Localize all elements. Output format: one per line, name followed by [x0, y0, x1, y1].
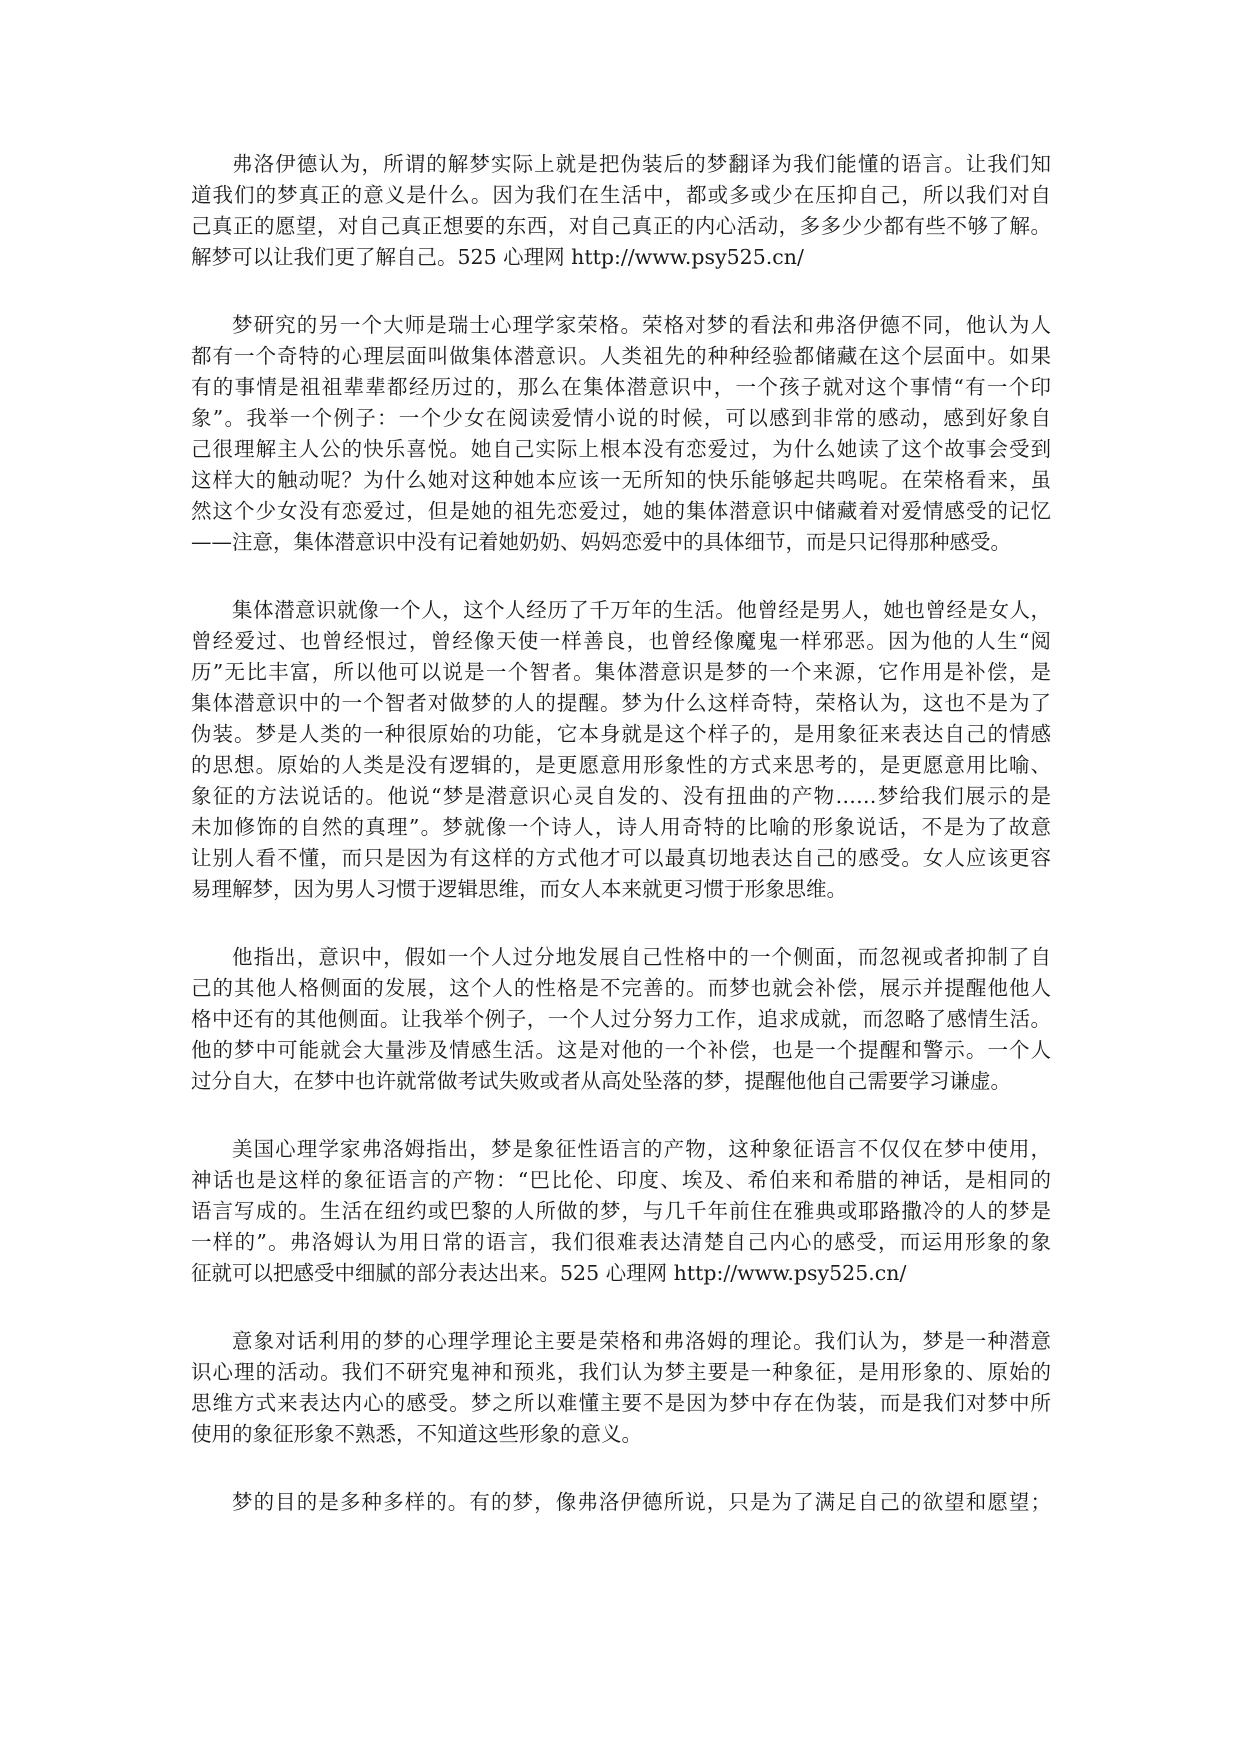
- text-line: 意象对话利用的梦的心理学理论主要是荣格和弗洛姆的理论。我们认为，梦是一种潜意: [232, 1329, 1051, 1353]
- text-line: 梦的目的是多种多样的。有的梦，像弗洛伊德所说，只是为了满足自己的欲望和愿望；: [232, 1490, 1051, 1514]
- text-line: 易理解梦，因为男人习惯于逻辑思维，而女人本来就更习惯于形象思维。: [191, 877, 847, 901]
- text-line: 曾经爱过、也曾经恨过，曾经像天使一样善良，也曾经像魔鬼一样邪恶。因为他的人生“阅: [191, 629, 1051, 653]
- text-line: 语言写成的。生活在纽约或巴黎的人所做的梦，与几千年前住在雅典或耶路撒冷的人的梦是: [191, 1199, 1051, 1223]
- paragraph-7: [191, 1487, 1051, 1518]
- paragraph-1: [191, 149, 1051, 273]
- text-line: 历”无比丰富，所以他可以说是一个智者。集体潜意识是梦的一个来源，它作用是补偿，是: [191, 660, 1051, 684]
- text-line: 弗洛伊德认为，所谓的解梦实际上就是把伪装后的梦翻译为我们能懂的语言。让我们知: [232, 152, 1051, 176]
- text-line: ——注意，集体潜意识中没有记着她奶奶、妈妈恋爱中的具体细节，而是只记得那种感受。: [191, 530, 1011, 554]
- document-page: [191, 149, 1051, 1555]
- text-line: 的思想。原始的人类是没有逻辑的，是更愿意用形象性的方式来思考的，是更愿意用比喻、: [191, 753, 1051, 777]
- text-line: 他的梦中可能就会大量涉及情感生活。这是对他的一个补偿，也是一个提醒和警示。一个人: [191, 1038, 1051, 1062]
- text-line: 这样大的触动呢？为什么她对这种她本应该一无所知的快乐能够起共鸣呢。在荣格看来，虽: [191, 468, 1051, 492]
- paragraph-4: [191, 942, 1051, 1097]
- text-line: 未加修饰的自然的真理”。梦就像一个诗人，诗人用奇特的比喻的形象说话，不是为了故意: [191, 815, 1051, 839]
- text-line: 己很理解主人公的快乐喜悦。她自己实际上根本没有恋爱过，为什么她读了这个故事会受到: [191, 437, 1051, 461]
- text-line: 己的其他人格侧面的发展，这个人的性格是不完善的。而梦也就会补偿，展示并提醒他他人: [191, 976, 1051, 1000]
- text-line: 征就可以把感受中细腻的部分表达出来。525 心理网 http://www.psy525.cn/: [191, 1261, 907, 1285]
- text-line: 有的事情是祖祖辈辈都经历过的，那么在集体潜意识中，一个孩子就对这个事情“有一个印: [191, 375, 1051, 399]
- text-line: 神话也是这样的象征语言的产物：“巴比伦、印度、埃及、希伯来和希腊的神话，是相同的: [191, 1168, 1051, 1192]
- text-line: 一样的”。弗洛姆认为用日常的语言，我们很难表达清楚自己内心的感受，而运用形象的象: [191, 1230, 1051, 1254]
- text-line: 格中还有的其他侧面。让我举个例子，一个人过分努力工作，追求成就，而忽略了感情生活。: [191, 1007, 1051, 1031]
- paragraph-3: [191, 595, 1051, 905]
- text-line: 梦研究的另一个大师是瑞士心理学家荣格。荣格对梦的看法和弗洛伊德不同，他认为人: [232, 313, 1051, 337]
- text-line: 道我们的梦真正的意义是什么。因为我们在生活中，都或多或少在压抑自己，所以我们对自: [191, 183, 1051, 207]
- text-line: 伪装。梦是人类的一种很原始的功能，它本身就是这个样子的，是用象征来表达自己的情感: [191, 722, 1051, 746]
- text-line: 使用的象征形象不熟悉，不知道这些形象的意义。: [191, 1422, 642, 1446]
- paragraph-2: [191, 310, 1051, 558]
- text-line: 集体潜意识就像一个人，这个人经历了千万年的生活。他曾经是男人，她也曾经是女人，: [232, 598, 1051, 622]
- text-line: 集体潜意识中的一个智者对做梦的人的提醒。梦为什么这样奇特，荣格认为，这也不是为了: [191, 691, 1051, 715]
- text-line: 然这个少女没有恋爱过，但是她的祖先恋爱过，她的集体潜意识中储藏着对爱情感受的记忆: [191, 499, 1051, 523]
- text-line: 让别人看不懂，而只是因为有这样的方式他才可以最真切地表达自己的感受。女人应该更容: [191, 846, 1051, 870]
- text-line: 过分自大，在梦中也许就常做考试失败或者从高处坠落的梦，提醒他他自己需要学习谦虚。: [191, 1069, 1011, 1093]
- paragraph-6: [191, 1326, 1051, 1450]
- text-line: 象征的方法说话的。他说“梦是潜意识心灵自发的、没有扭曲的产物……梦给我们展示的是: [191, 784, 1051, 808]
- text-line: 他指出，意识中，假如一个人过分地发展自己性格中的一个侧面，而忽视或者抑制了自: [232, 945, 1051, 969]
- text-line: 识心理的活动。我们不研究鬼神和预兆，我们认为梦主要是一种象征，是用形象的、原始的: [191, 1360, 1051, 1384]
- paragraph-5: [191, 1134, 1051, 1289]
- text-line: 象”。我举一个例子：一个少女在阅读爱情小说的时候，可以感到非常的感动，感到好象自: [191, 406, 1051, 430]
- text-line: 己真正的愿望，对自己真正想要的东西，对自己真正的内心活动，多多少少都有些不够了解。: [191, 214, 1051, 238]
- text-line: 解梦可以让我们更了解自己。525 心理网 http://www.psy525.cn/: [191, 245, 804, 269]
- text-line: 美国心理学家弗洛姆指出，梦是象征性语言的产物，这种象征语言不仅仅在梦中使用，: [232, 1137, 1051, 1161]
- text-line: 思维方式来表达内心的感受。梦之所以难懂主要不是因为梦中存在伪装，而是我们对梦中所: [191, 1391, 1051, 1415]
- text-line: 都有一个奇特的心理层面叫做集体潜意识。人类祖先的种种经验都储藏在这个层面中。如果: [191, 344, 1051, 368]
